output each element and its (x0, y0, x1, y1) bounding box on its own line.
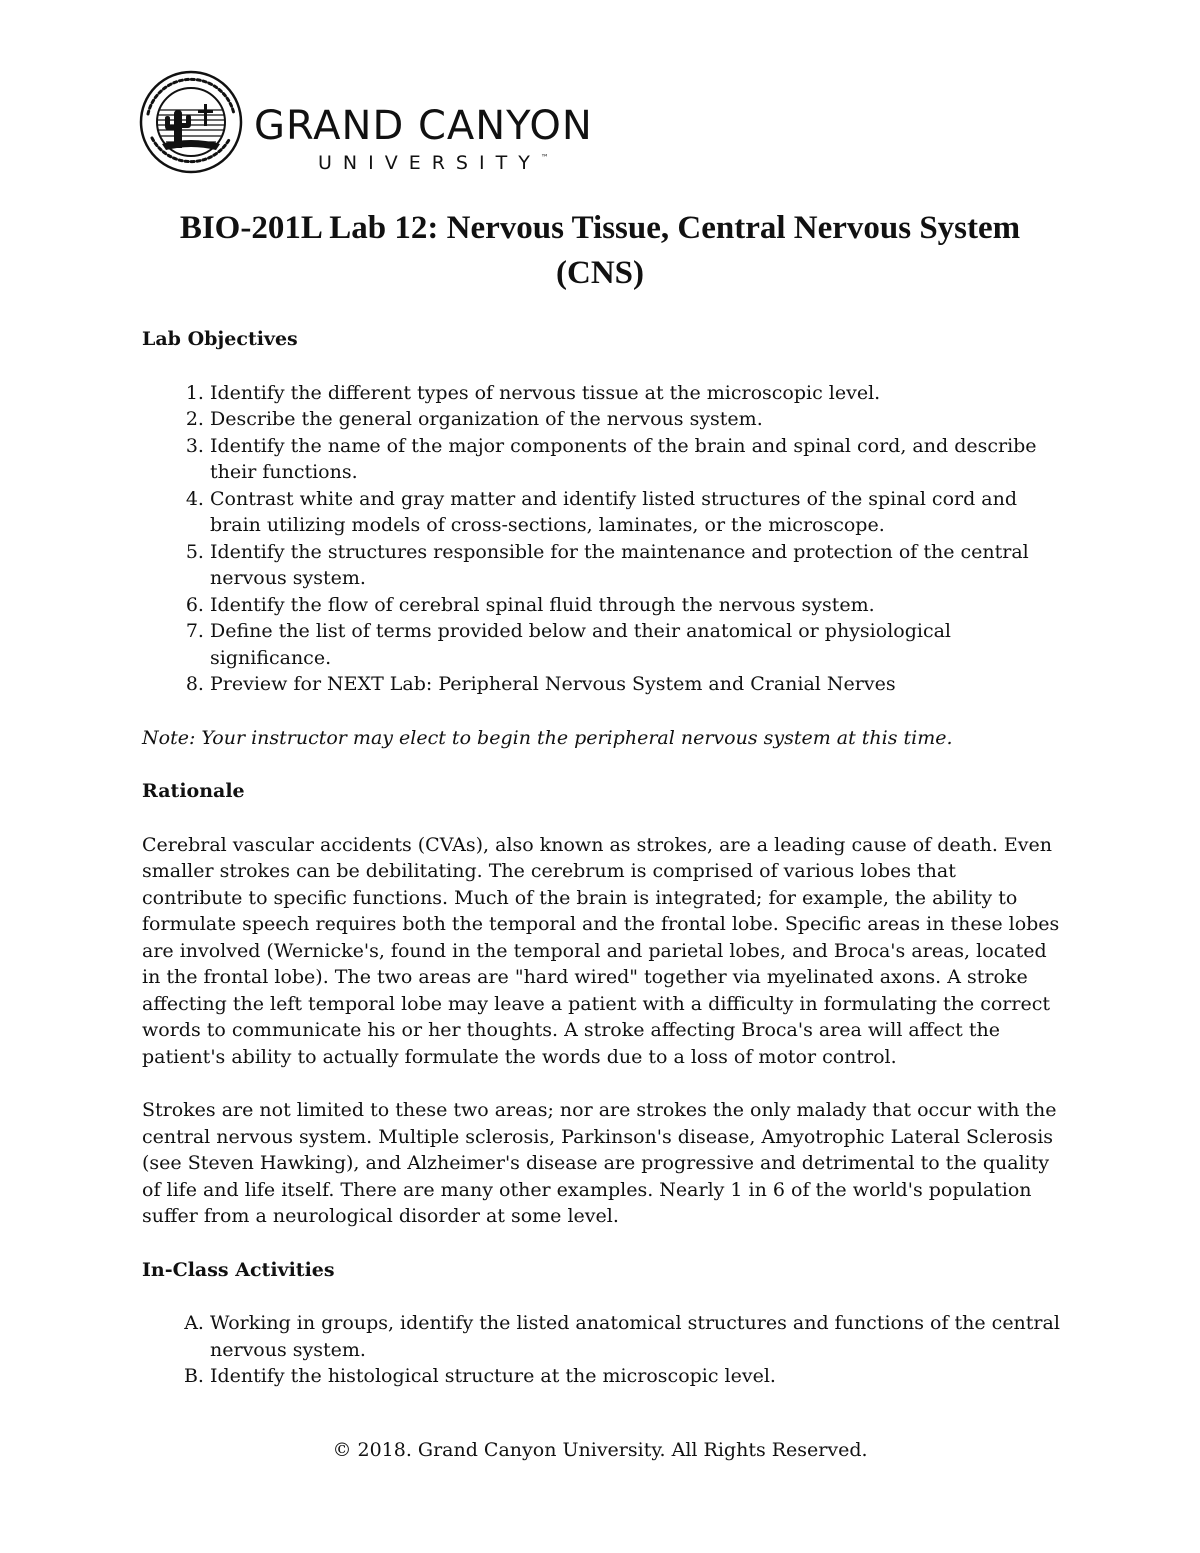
list-item: 3. Identify the name of the major components of the brain and spinal cord, and describe their functions. (210, 433, 1062, 486)
list-item: 6. Identify the flow of cerebral spinal fluid through the nervous system. (210, 592, 1062, 619)
wordmark-subtitle-text: UNIVERSITY (318, 152, 541, 174)
instructor-note: Note: Your instructor may elect to begin the peripheral nervous system at this time. (142, 726, 953, 749)
document-title (120, 206, 1080, 296)
copyright-footer: © 2018. Grand Canyon University. All Rights Reserved. (332, 1439, 868, 1461)
document-title-line1: BIO-201L Lab 12: Nervous Tissue, Central Nervous System (179, 210, 1021, 246)
university-seal-icon (138, 70, 244, 174)
wordmark: GRAND CANYON (254, 103, 593, 149)
trademark-symbol: ™ (540, 153, 549, 162)
university-logo (138, 70, 618, 175)
activities-list (142, 1310, 1062, 1390)
section-heading-activities: In-Class Activities (142, 1258, 335, 1281)
list-item: A. Working in groups, identify the listed anatomical structures and functions of the central nervous system. (210, 1310, 1062, 1363)
section-heading-rationale: Rationale (142, 780, 245, 802)
document-body (142, 326, 1062, 1417)
rationale-paragraph: Cerebral vascular accidents (CVAs), also known as strokes, are a leading cause of death. Even smaller strokes can be debilitating. The cerebrum is comprised of various lobes that contribute to specific functions. Much of the brain is integrated; for example, the ability to formulate speech requires both the temporal and the frontal lobe. Specific areas in these lobes are involved (Wernicke's, found in the temporal and parietal lobes, and Broca's areas, located in the frontal lobe). The two areas are "hard wired" together via myelinated axons. A stroke affecting the left temporal lobe may leave a patient with a difficulty in formulating the correct words to communicate his or her thoughts. A stroke affecting Broca's area will affect the patient's ability to actually formulate the words due to a loss of motor control. (142, 833, 1060, 1068)
list-item: B. Identify the histological structure at the microscopic level. (210, 1363, 1062, 1390)
list-item: 4. Contrast white and gray matter and identify listed structures of the spinal cord and brain utilizing models of cross-sections, laminates, or the microscope. (210, 486, 1062, 539)
document-title-line2: (CNS) (556, 255, 644, 291)
list-item: 8. Preview for NEXT Lab: Peripheral Nervous System and Cranial Nerves (210, 671, 1062, 698)
list-item: 7. Define the list of terms provided below and their anatomical or physiological significance. (210, 618, 1062, 671)
list-item: 2. Describe the general organization of the nervous system. (210, 406, 1062, 433)
list-item: 1. Identify the different types of nervous tissue at the microscopic level. (210, 380, 1062, 407)
wordmark-subtitle (318, 154, 549, 173)
section-heading-objectives: Lab Objectives (142, 328, 298, 350)
objectives-list (142, 380, 1062, 698)
list-item: 5. Identify the structures responsible for the maintenance and protection of the central nervous system. (210, 539, 1062, 592)
rationale-paragraph: Strokes are not limited to these two areas; nor are strokes the only malady that occur with the central nervous system. Multiple sclerosis, Parkinson's disease, Amyotrophic Lateral Sclerosis (see Steven Hawking), and Alzheimer's disease are progressive and detrimental to the quality of life and life itself. There are many other examples. Nearly 1 in 6 of the world's population suffer from a neurological disorder at some level. (142, 1099, 1057, 1227)
